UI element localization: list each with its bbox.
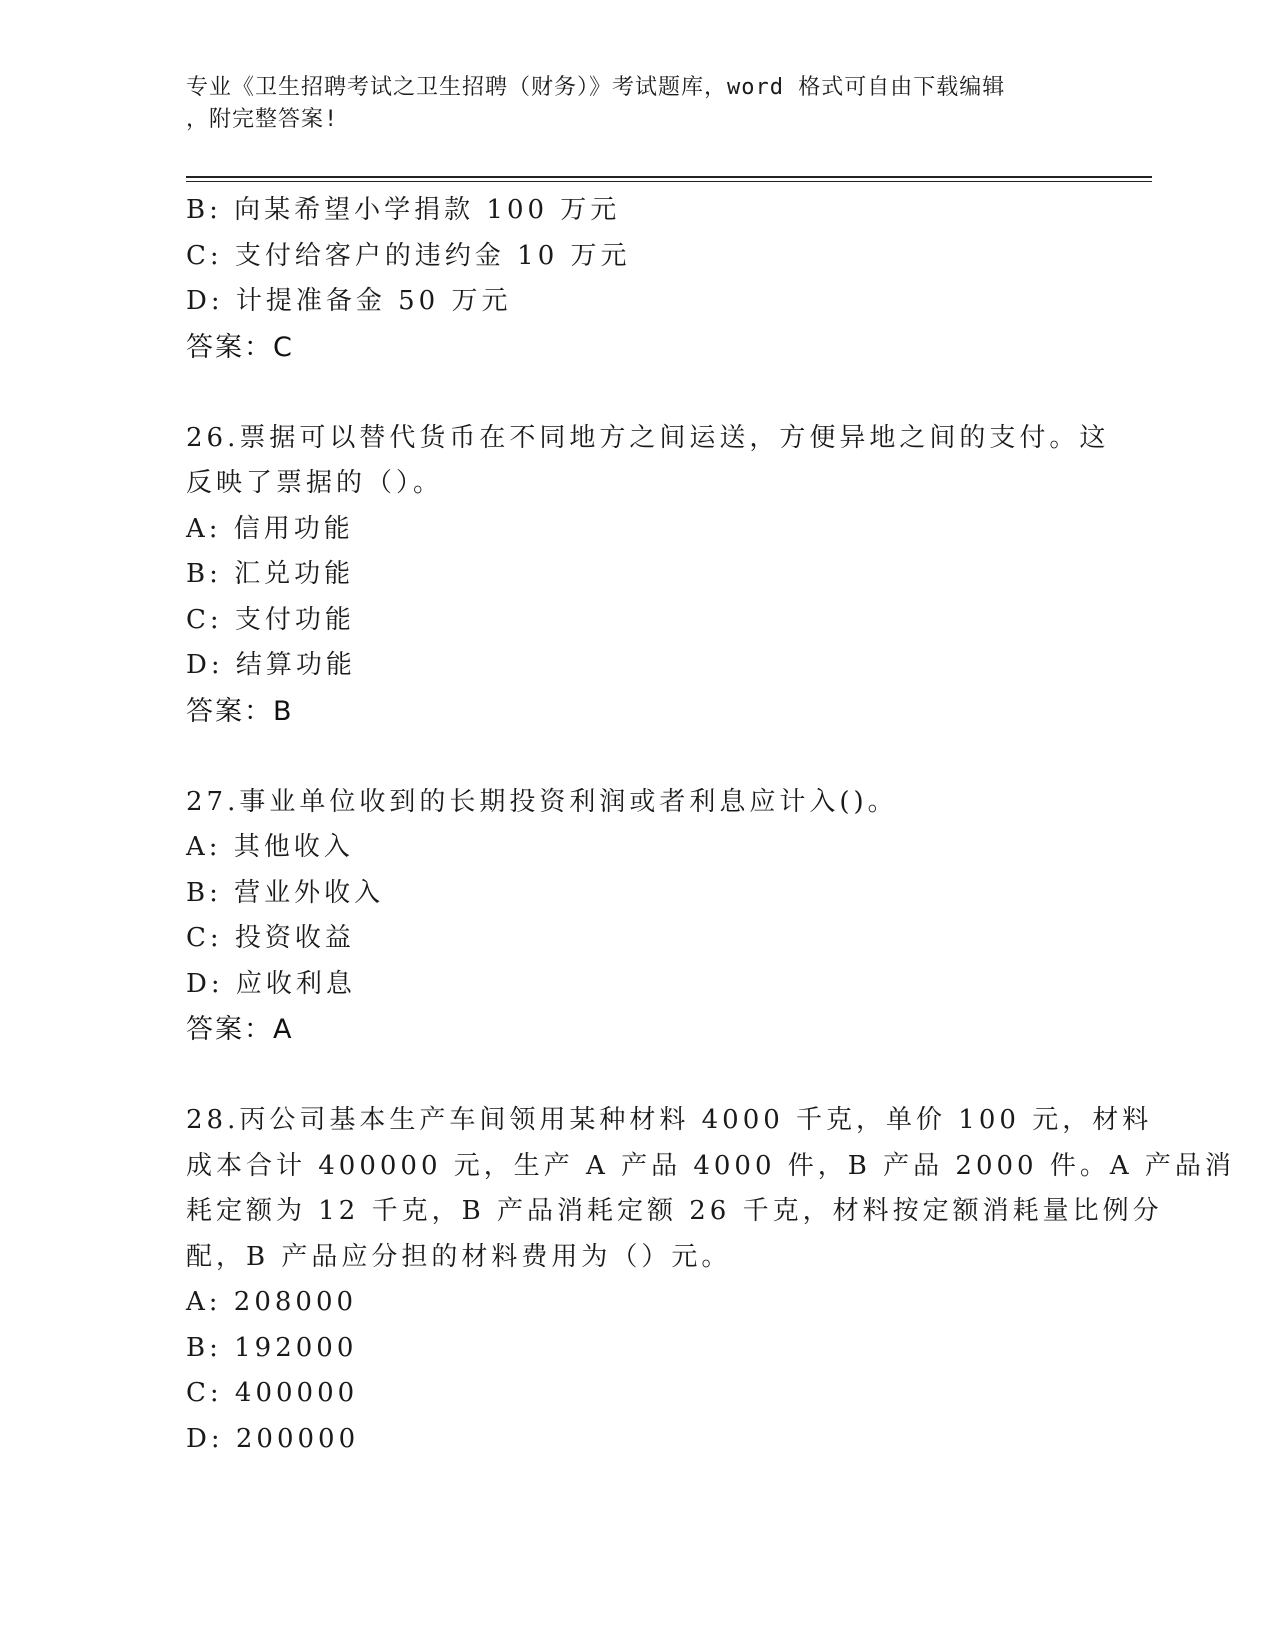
option-d: D: 计提准备金 50 万元: [186, 286, 512, 316]
question-text-line: 成本合计 400000 元，生产 A 产品 4000 件，B 产品 2000 件。A 产品消: [186, 1150, 1235, 1181]
question-27: [186, 780, 1086, 1054]
option-b: B: 营业外收入: [186, 877, 385, 908]
question-text-line: 28.丙公司基本生产车间领用某种材料 4000 千克，单价 100 元，材料: [186, 1105, 1153, 1135]
header-line-1: 专业《卫生招聘考试之卫生招聘（财务）》考试题库，word 格式可自由下载编辑: [186, 75, 1006, 100]
question-text-line: 耗定额为 12 千克，B 产品消耗定额 26 千克，材料按定额消耗量比例分: [186, 1196, 1163, 1226]
option-c: C: 支付给客户的违约金 10 万元: [186, 240, 631, 271]
question-text-line: 27.事业单位收到的长期投资利润或者利息应计入()。: [186, 786, 898, 817]
header-line-2: ，附完整答案!: [186, 107, 339, 132]
question-text-line: 反映了票据的（）。: [186, 468, 444, 498]
question-25: [186, 188, 1086, 371]
option-c: C: 支付功能: [186, 604, 355, 635]
question-list: [186, 188, 1235, 1462]
option-a: A: 信用功能: [186, 513, 354, 544]
header-divider-thick: [186, 176, 1152, 178]
option-a: A: 208000: [186, 1287, 358, 1317]
option-b: B: 汇兑功能: [186, 559, 355, 589]
option-b: B: 192000: [186, 1332, 358, 1363]
question-26: [186, 416, 1110, 735]
question-text-line: 26.票据可以替代货币在不同地方之间运送，方便异地之间的支付。这: [186, 422, 1110, 453]
question-28: [186, 1098, 1235, 1462]
option-a: A: 其他收入: [186, 832, 354, 862]
option-d: D: 应收利息: [186, 968, 356, 999]
header-divider-thin: [186, 181, 1152, 182]
option-d: D: 200000: [186, 1423, 360, 1454]
option-c: C: 400000: [186, 1378, 359, 1408]
document-header: [186, 72, 1066, 136]
question-text-line: 配，B 产品应分担的材料费用为（）元。: [186, 1241, 732, 1272]
answer-line: 答案：A: [186, 1014, 294, 1045]
answer-line: 答案：B: [186, 695, 294, 727]
option-c: C: 投资收益: [186, 923, 355, 953]
option-d: D: 结算功能: [186, 650, 356, 680]
option-b: B: 向某希望小学捐款 100 万元: [186, 195, 621, 225]
answer-line: 答案：C: [186, 331, 294, 363]
